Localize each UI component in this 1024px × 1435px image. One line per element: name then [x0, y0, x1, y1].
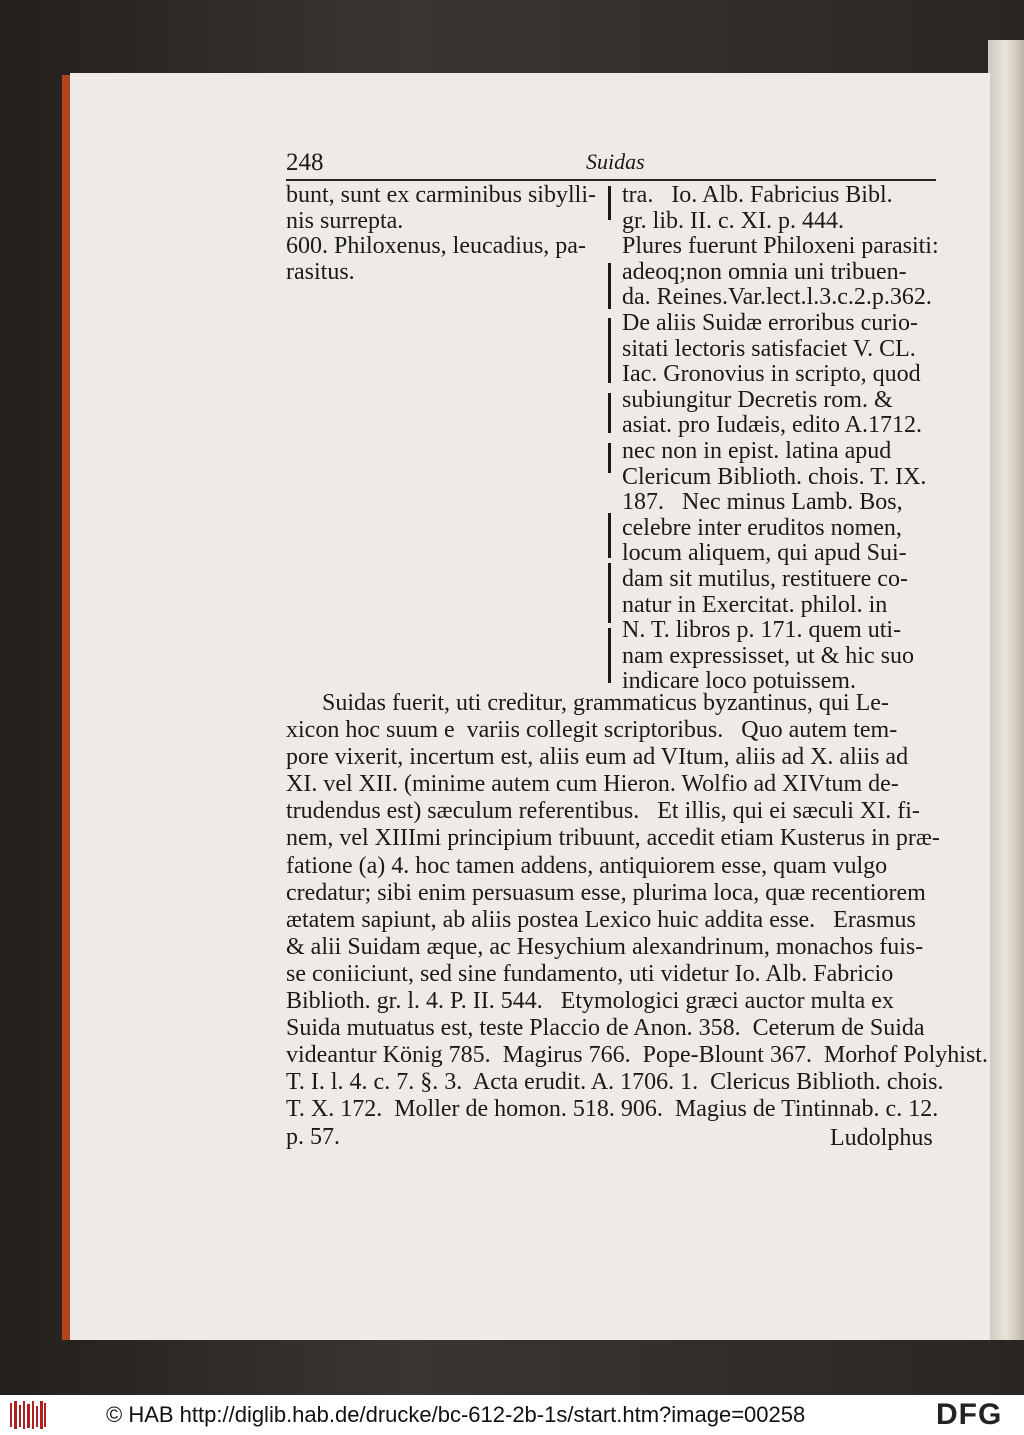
left-column-line: rasitus. — [286, 258, 355, 285]
body-line: p. 57. — [286, 1123, 340, 1150]
right-column-line: nec non in epist. latina apud — [622, 437, 892, 464]
right-column — [622, 183, 944, 695]
column-divider — [608, 318, 611, 383]
body-line: pore vixerit, incertum est, aliis eum ad VItum, aliis ad X. aliis ad — [286, 744, 909, 771]
body-line: videantur König 785. Magirus 766. Pope-Blount 367. Morhof Polyhist. — [286, 1042, 988, 1069]
left-column — [286, 183, 604, 285]
header-rule — [286, 179, 936, 181]
body-line: ætatem sapiunt, ab aliis postea Lexico huic addita esse. Erasmus — [286, 906, 916, 933]
dfg-logo: DFG — [936, 1398, 1003, 1431]
right-column-line: asiat. pro Iudæis, edito A.1712. — [622, 412, 922, 439]
right-column-line: N. T. libros p. 171. quem uti- — [622, 617, 902, 644]
page-header — [286, 143, 936, 183]
right-column-line: Plures fuerunt Philoxeni parasiti: — [622, 233, 939, 260]
catchword: Ludolphus — [830, 1125, 933, 1151]
right-column-line: nam expressisset, ut & hic suo — [622, 642, 914, 669]
barcode-icon — [10, 1401, 46, 1429]
right-column-line: subiungitur Decretis rom. & — [622, 386, 893, 413]
body-line: fatione (a) 4. hoc tamen addens, antiquiorem esse, quam vulgo — [286, 852, 888, 879]
book-page — [70, 73, 990, 1340]
body-line: xicon hoc suum e variis collegit scriptoribus. Quo autem tem- — [286, 717, 898, 744]
right-column-line: indicare loco potuissem. — [622, 668, 856, 695]
source-url[interactable]: © HAB http://diglib.hab.de/drucke/bc-612-2b-1s/start.htm?image=00258 — [106, 1402, 806, 1427]
right-column-line: dam sit mutilus, restituere co- — [622, 565, 908, 592]
body-line: XI. vel XII. (minime autem cum Hieron. Wolfio ad XIVtum de- — [286, 771, 899, 798]
right-column-line: 187. Nec minus Lamb. Bos, — [622, 489, 903, 516]
right-column-line: tra. Io. Alb. Fabricius Bibl. — [622, 182, 893, 208]
right-column-line: De aliis Suidæ erroribus curio- — [622, 309, 918, 336]
next-pages-edge — [988, 40, 1024, 1340]
body-line: & alii Suidam æque, ac Hesychium alexandrinum, monachos fuis- — [286, 933, 924, 960]
left-column-line: bunt, sunt ex carminibus sibylli- — [286, 182, 596, 208]
column-divider — [608, 263, 611, 309]
body-line: Suidas fuerit, uti creditur, grammaticus byzantinus, qui Le- — [286, 690, 889, 716]
column-divider — [608, 563, 611, 623]
left-column-line: 600. Philoxenus, leucadius, pa- — [286, 233, 586, 260]
column-divider — [608, 186, 611, 220]
right-column-line: locum aliquem, qui apud Sui- — [622, 540, 907, 567]
body-line: se coniiciunt, sed sine fundamento, uti videtur Io. Alb. Fabricio — [286, 960, 894, 987]
body-line: credatur; sibi enim persuasum esse, plurima loca, quæ recentiorem — [286, 879, 926, 906]
right-column-line: natur in Exercitat. philol. in — [622, 591, 888, 618]
body-line: Suida mutuatus est, teste Placcio de Anon. 358. Ceterum de Suida — [286, 1015, 925, 1042]
main-paragraph — [286, 690, 988, 1151]
page-number: 248 — [286, 149, 324, 176]
column-divider — [608, 628, 611, 683]
right-column-line: adeoq;non omnia uni tribuen- — [622, 258, 907, 285]
left-column-line: nis surrepta. — [286, 207, 404, 234]
column-divider — [608, 443, 611, 473]
body-line: Biblioth. gr. l. 4. P. II. 544. Etymologici græci auctor multa ex — [286, 988, 894, 1015]
right-column-line: Clericum Biblioth. chois. T. IX. — [622, 463, 927, 490]
right-column-line: Iac. Gronovius in scripto, quod — [622, 361, 921, 388]
body-line: nem, vel XIIImi principium tribuunt, accedit etiam Kusterus in præ- — [286, 825, 940, 852]
body-line: trudendus est) sæculum referentibus. Et illis, qui ei sæculi XI. fi- — [286, 798, 920, 825]
right-column-line: da. Reines.Var.lect.l.3.c.2.p.362. — [622, 284, 932, 311]
body-line: T. X. 172. Moller de homon. 518. 906. Magius de Tintinnab. c. 12. — [286, 1096, 939, 1123]
running-title: Suidas — [586, 149, 645, 174]
body-line: T. I. l. 4. c. 7. §. 3. Acta erudit. A. 1706. 1. Clericus Biblioth. chois. — [286, 1069, 944, 1096]
column-divider — [608, 393, 611, 433]
right-column-line: gr. lib. II. c. XI. p. 444. — [622, 207, 844, 234]
right-column-line: celebre inter eruditos nomen, — [622, 514, 902, 541]
footer-bar — [0, 1395, 1024, 1435]
column-divider — [608, 513, 611, 558]
right-column-line: sitati lectoris satisfaciet V. CL. — [622, 335, 916, 362]
